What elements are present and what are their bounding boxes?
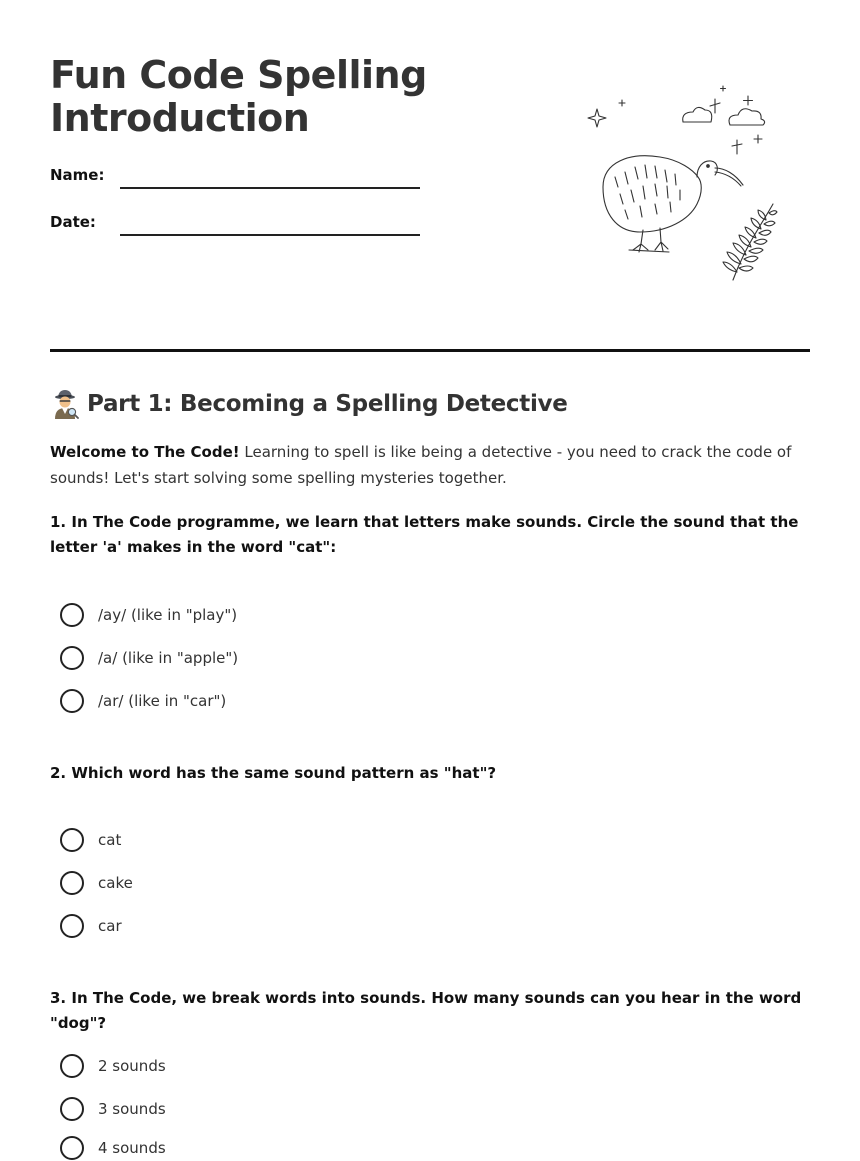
- intro-bold: Welcome to The Code!: [50, 443, 240, 461]
- question-3: 3. In The Code, we break words into sounds. How many sounds can you hear in the word "dog"?: [50, 989, 802, 1032]
- question-2-option-3[interactable]: [60, 913, 122, 939]
- question-1-option-2[interactable]: [60, 645, 238, 671]
- radio-button[interactable]: [60, 689, 84, 713]
- radio-button[interactable]: [60, 1097, 84, 1121]
- option-label: /ay/ (like in "play"): [98, 606, 238, 624]
- question-1-option-3[interactable]: [60, 688, 226, 714]
- part1-intro: [50, 439, 820, 491]
- title-line-2: Introduction: [50, 96, 310, 140]
- option-label: /ar/ (like in "car"): [98, 692, 227, 710]
- option-label: 2 sounds: [98, 1057, 166, 1075]
- radio-button[interactable]: [60, 871, 84, 895]
- question-2: 2. Which word has the same sound pattern as "hat"?: [50, 764, 497, 782]
- date-field[interactable]: [50, 213, 430, 237]
- detective-icon: [50, 389, 80, 419]
- intro-text: Learning to spell is like being a detective - you need to crack the code of sounds! Let's start solving some spelling mysteries together.: [50, 443, 792, 487]
- option-label: 4 sounds: [98, 1139, 166, 1157]
- radio-button[interactable]: [60, 603, 84, 627]
- option-label: 3 sounds: [98, 1100, 166, 1118]
- title-line-1: Fun Code Spelling: [50, 53, 427, 97]
- question-2-option-1[interactable]: [60, 827, 121, 853]
- radio-button[interactable]: [60, 1136, 84, 1160]
- section-divider: [50, 349, 810, 352]
- option-label: cat: [98, 831, 122, 849]
- part1-heading: [50, 389, 568, 419]
- date-label: Date:: [50, 213, 96, 231]
- radio-button[interactable]: [60, 914, 84, 938]
- question-3-option-2[interactable]: [60, 1096, 166, 1122]
- radio-button[interactable]: [60, 646, 84, 670]
- question-3-option-3[interactable]: [60, 1135, 166, 1161]
- question-1-option-1[interactable]: [60, 602, 237, 628]
- question-1: 1. In The Code programme, we learn that letters make sounds. Circle the sound that the letter 'a' makes in the word "cat":: [50, 513, 799, 556]
- option-label: car: [98, 917, 122, 935]
- radio-button[interactable]: [60, 1054, 84, 1078]
- name-field[interactable]: [50, 166, 430, 190]
- kiwi-bird-sketch-icon: [585, 82, 785, 287]
- radio-button[interactable]: [60, 828, 84, 852]
- name-label: Name:: [50, 166, 105, 184]
- option-label: /a/ (like in "apple"): [98, 649, 239, 667]
- question-2-option-2[interactable]: [60, 870, 133, 896]
- worksheet-title: [50, 54, 427, 140]
- question-3-option-1[interactable]: [60, 1053, 166, 1079]
- option-label: cake: [98, 874, 133, 892]
- name-answer-line[interactable]: [120, 187, 420, 189]
- date-answer-line[interactable]: [120, 234, 420, 236]
- part1-heading-text: Part 1: Becoming a Spelling Detective: [87, 391, 568, 417]
